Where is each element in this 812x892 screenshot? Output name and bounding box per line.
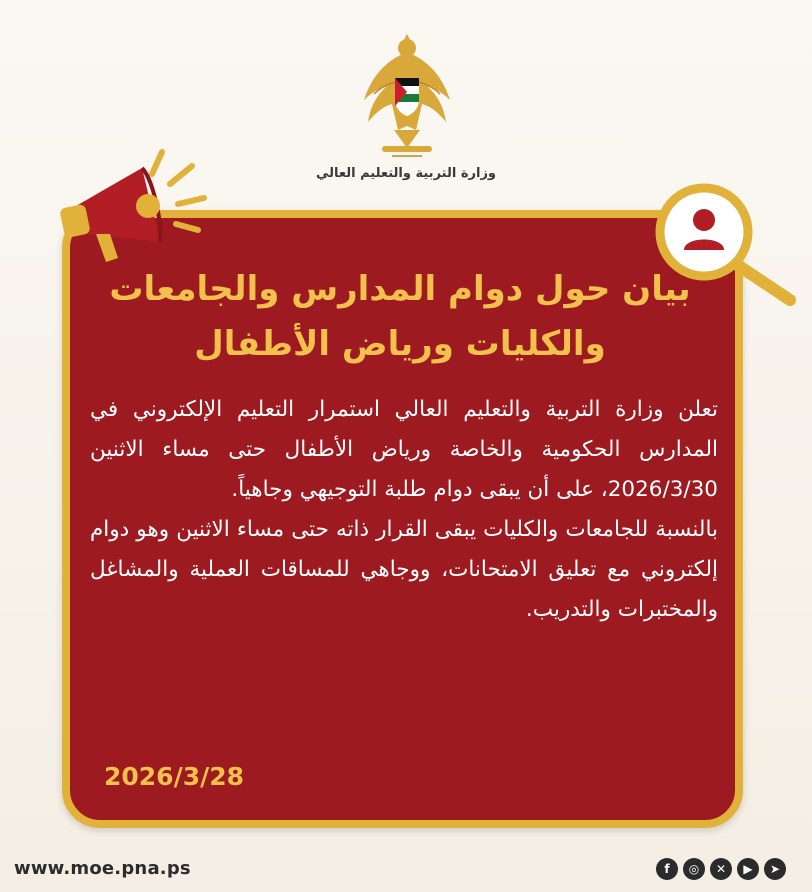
youtube-icon[interactable]: ▶ [737, 858, 759, 880]
title-line-1: بيان حول دوام المدارس والجامعات [109, 269, 691, 309]
announcement-title [90, 262, 710, 372]
body-paragraph-1: تعلن وزارة التربية والتعليم العالي استمرار التعليم الإلكتروني في المدارس الحكومية والخاصة ورياض الأطفال حتى مساء الاثنين 2026/3/30، على أن يبقى دوام طلبة التوجيهي وجاهياً. [90, 397, 718, 502]
announcement-date: 2026/3/28 [104, 762, 245, 791]
title-line-2: والكليات ورياض الأطفال [194, 324, 606, 364]
announcement-body [90, 390, 718, 630]
ministry-name: وزارة التربية والتعليم العالي [315, 166, 497, 181]
megaphone-icon [52, 148, 232, 278]
telegram-icon[interactable]: ➤ [764, 858, 786, 880]
social-icons [656, 858, 786, 880]
instagram-icon[interactable]: ◎ [683, 858, 705, 880]
facebook-icon[interactable]: f [656, 858, 678, 880]
palestine-eagle-emblem-icon [352, 30, 462, 162]
x-icon[interactable]: ✕ [710, 858, 732, 880]
website-link[interactable]: www.moe.pna.ps [14, 858, 191, 879]
body-paragraph-2: بالنسبة للجامعات والكليات يبقى القرار ذاته حتى مساء الاثنين وهو دوام إلكتروني مع تعليق الامتحانات، ووجاهي للمساقات العملية والمشاغل والمختبرات والتدريب. [90, 517, 718, 622]
